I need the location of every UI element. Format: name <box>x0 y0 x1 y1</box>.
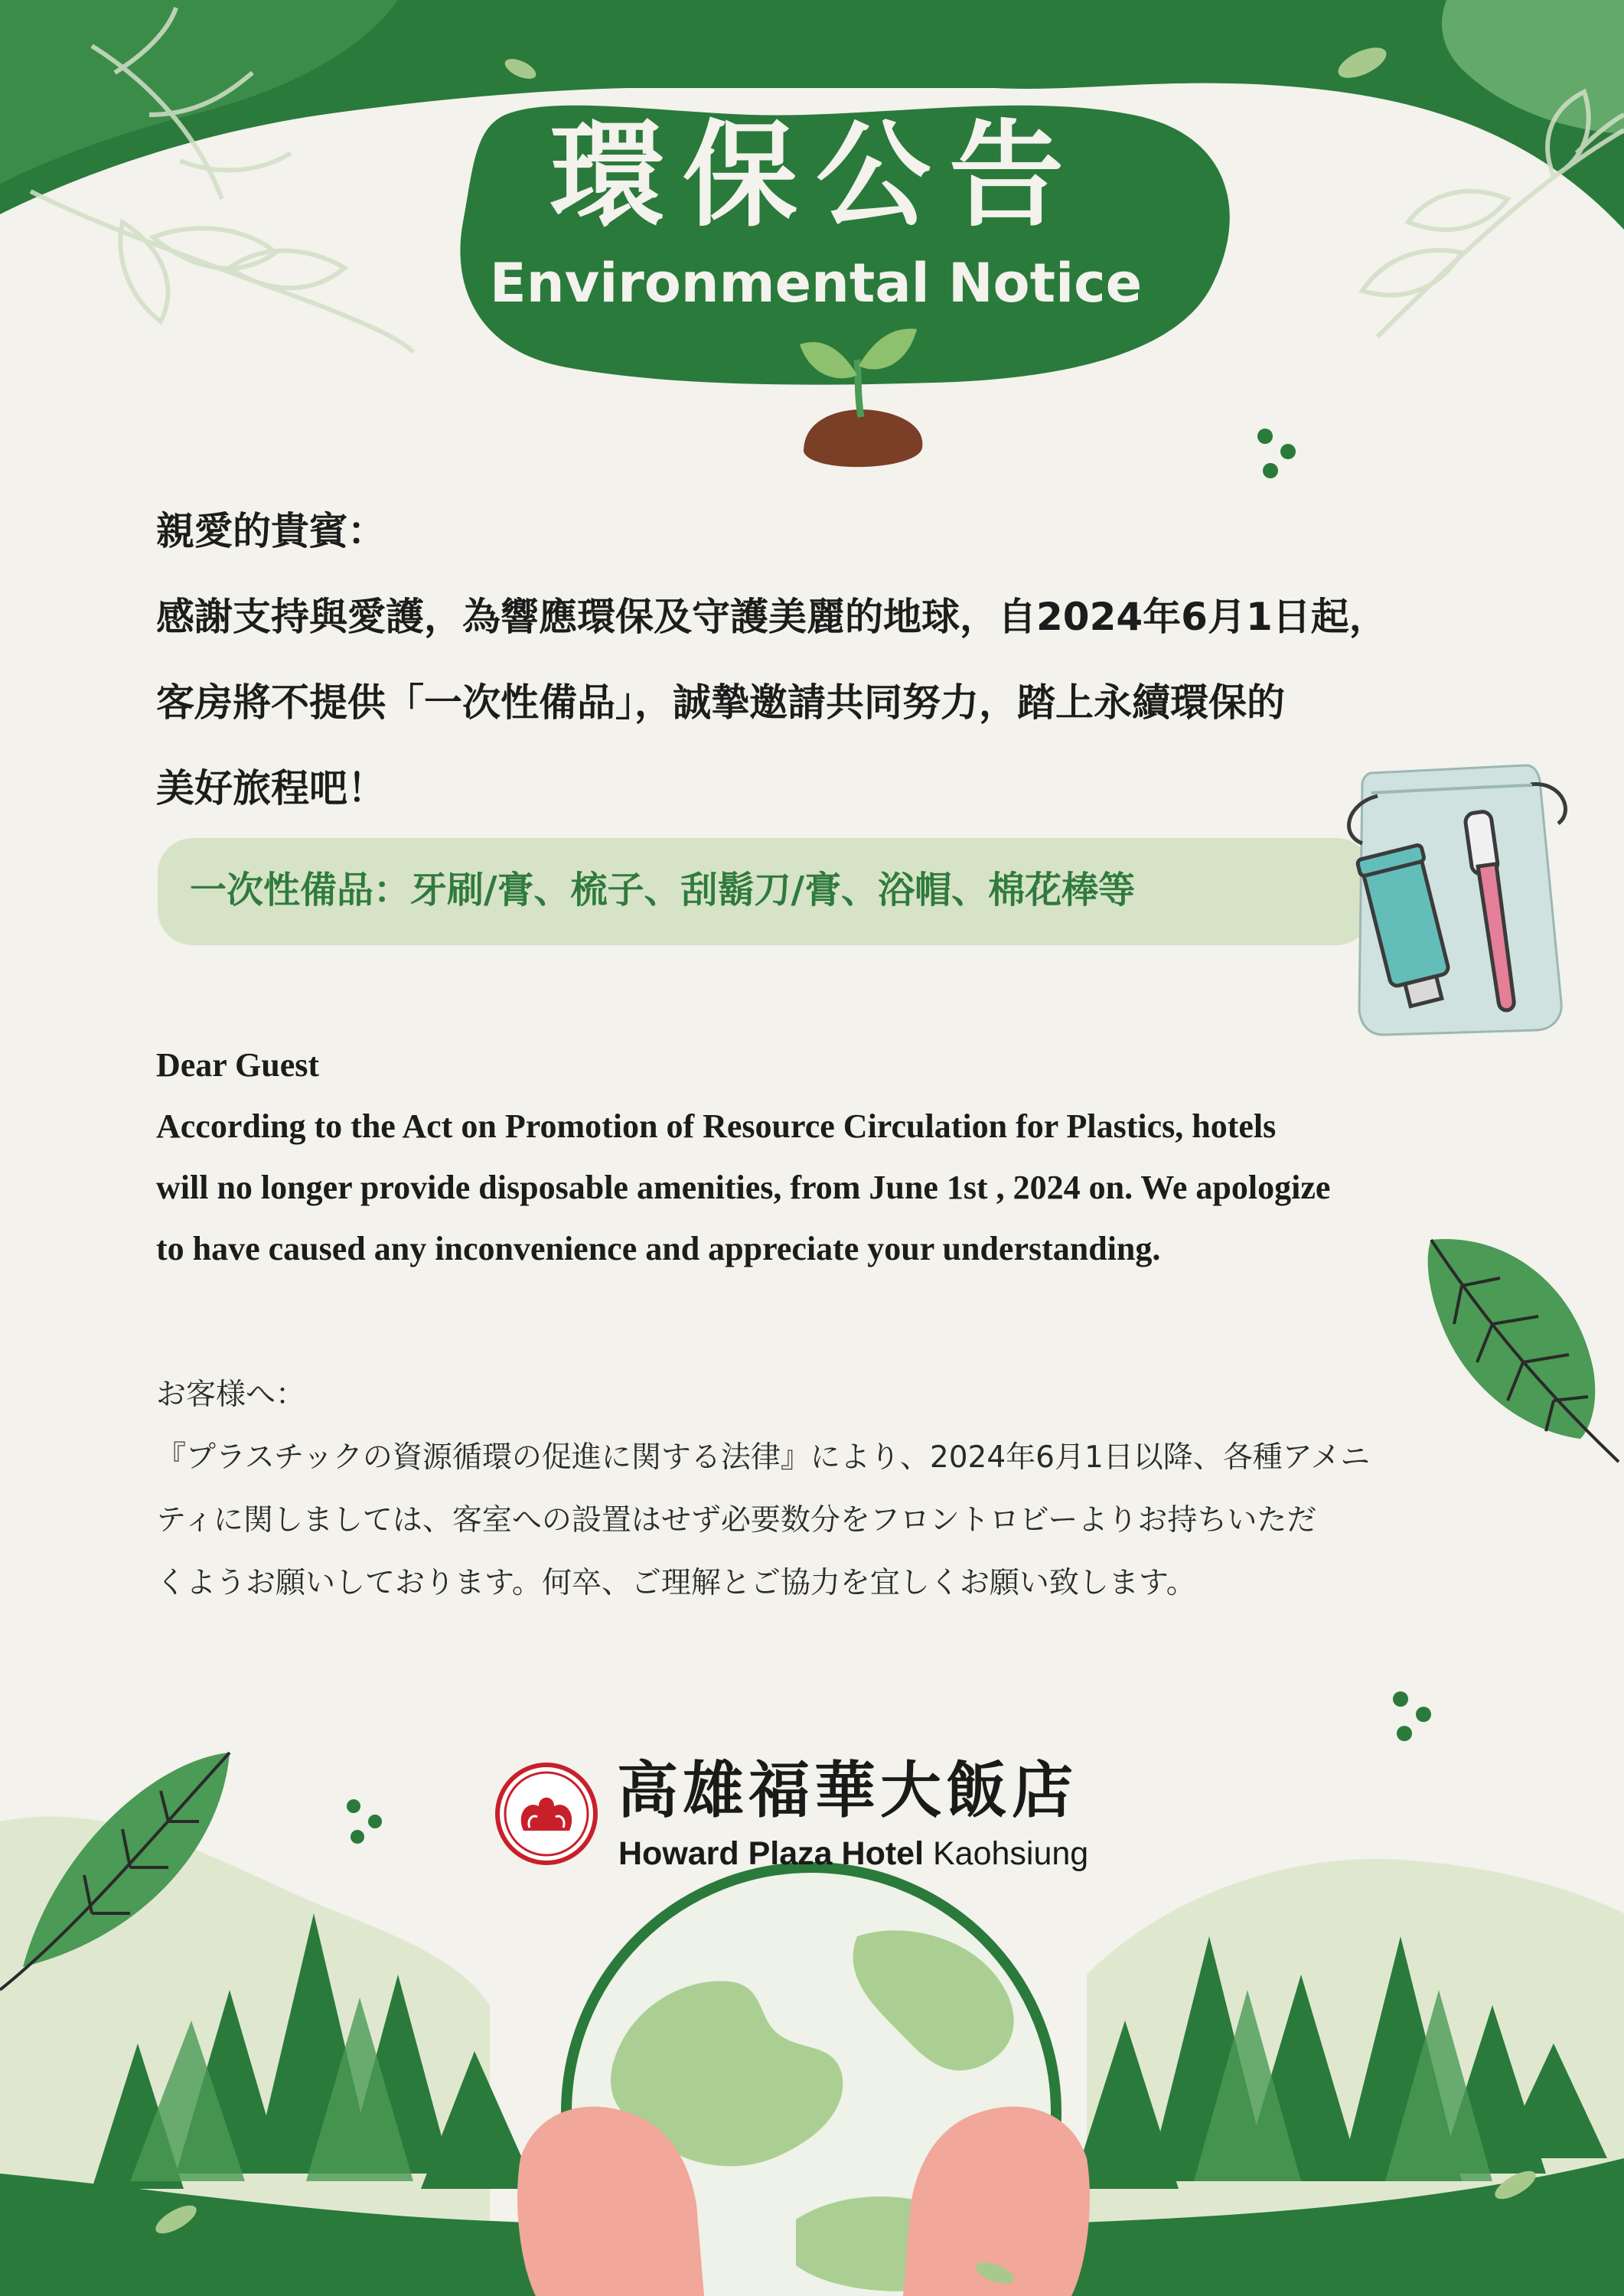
hotel-name-en-bold: Howard Plaza Hotel <box>618 1835 925 1872</box>
notice-ja-line-1: 『プラスチックの資源循環の促進に関する法律』により、2024年6月1日以降、各種アメニ <box>156 1440 1371 1475</box>
hotel-name-zh: 高雄福華大飯店 <box>617 1755 1078 1826</box>
notice-zh-greeting: 親愛的貴賓： <box>156 509 386 553</box>
notice-en-line-1: According to the Act on Promotion of Resource Circulation for Plastics, hotels <box>156 1107 1277 1145</box>
amenities-note: 一次性備品：牙刷/膏、梳子、刮鬍刀/膏、浴帽、棉花棒等 <box>190 869 1136 912</box>
notice-en <box>156 1035 1503 1280</box>
notice-zh-line-3: 美好旅程吧！ <box>156 766 386 810</box>
notice-ja-line-3: くようお願いしております。何卒、ご理解とご協力を宜しくお願い致します。 <box>156 1566 1196 1600</box>
hotel-name-en <box>618 1831 1108 1877</box>
hotel-name-en-city: Kaohsiung <box>932 1835 1089 1872</box>
toiletry-bag-icon <box>1332 750 1577 1041</box>
notice-ja <box>156 1364 1503 1615</box>
title-en: Environmental Notice <box>489 252 1143 315</box>
notice-en-greeting: Dear Guest <box>156 1046 320 1084</box>
notice-en-line-3: to have caused any inconvenience and appreciate your understanding. <box>156 1230 1161 1267</box>
title-zh: 環保公告 <box>549 109 1082 243</box>
notice-en-line-2: will no longer provide disposable amenities, from June 1st , 2024 on. We apologize <box>156 1169 1331 1206</box>
hotel-logo-icon <box>493 1760 600 1867</box>
notice-zh-line-2: 客房將不提供「一次性備品」，誠摯邀請共同努力，踏上永續環保的 <box>156 680 1285 725</box>
notice-ja-greeting: お客様へ： <box>156 1378 306 1412</box>
notice-zh-line-1: 感謝支持與愛護，為響應環保及守護美麗的地球，自2024年6月1日起， <box>156 595 1388 639</box>
notice-ja-line-2: ティに関しましては、客室への設置はせず必要数分をフロントロビーよりお持ちいただ <box>156 1503 1317 1538</box>
